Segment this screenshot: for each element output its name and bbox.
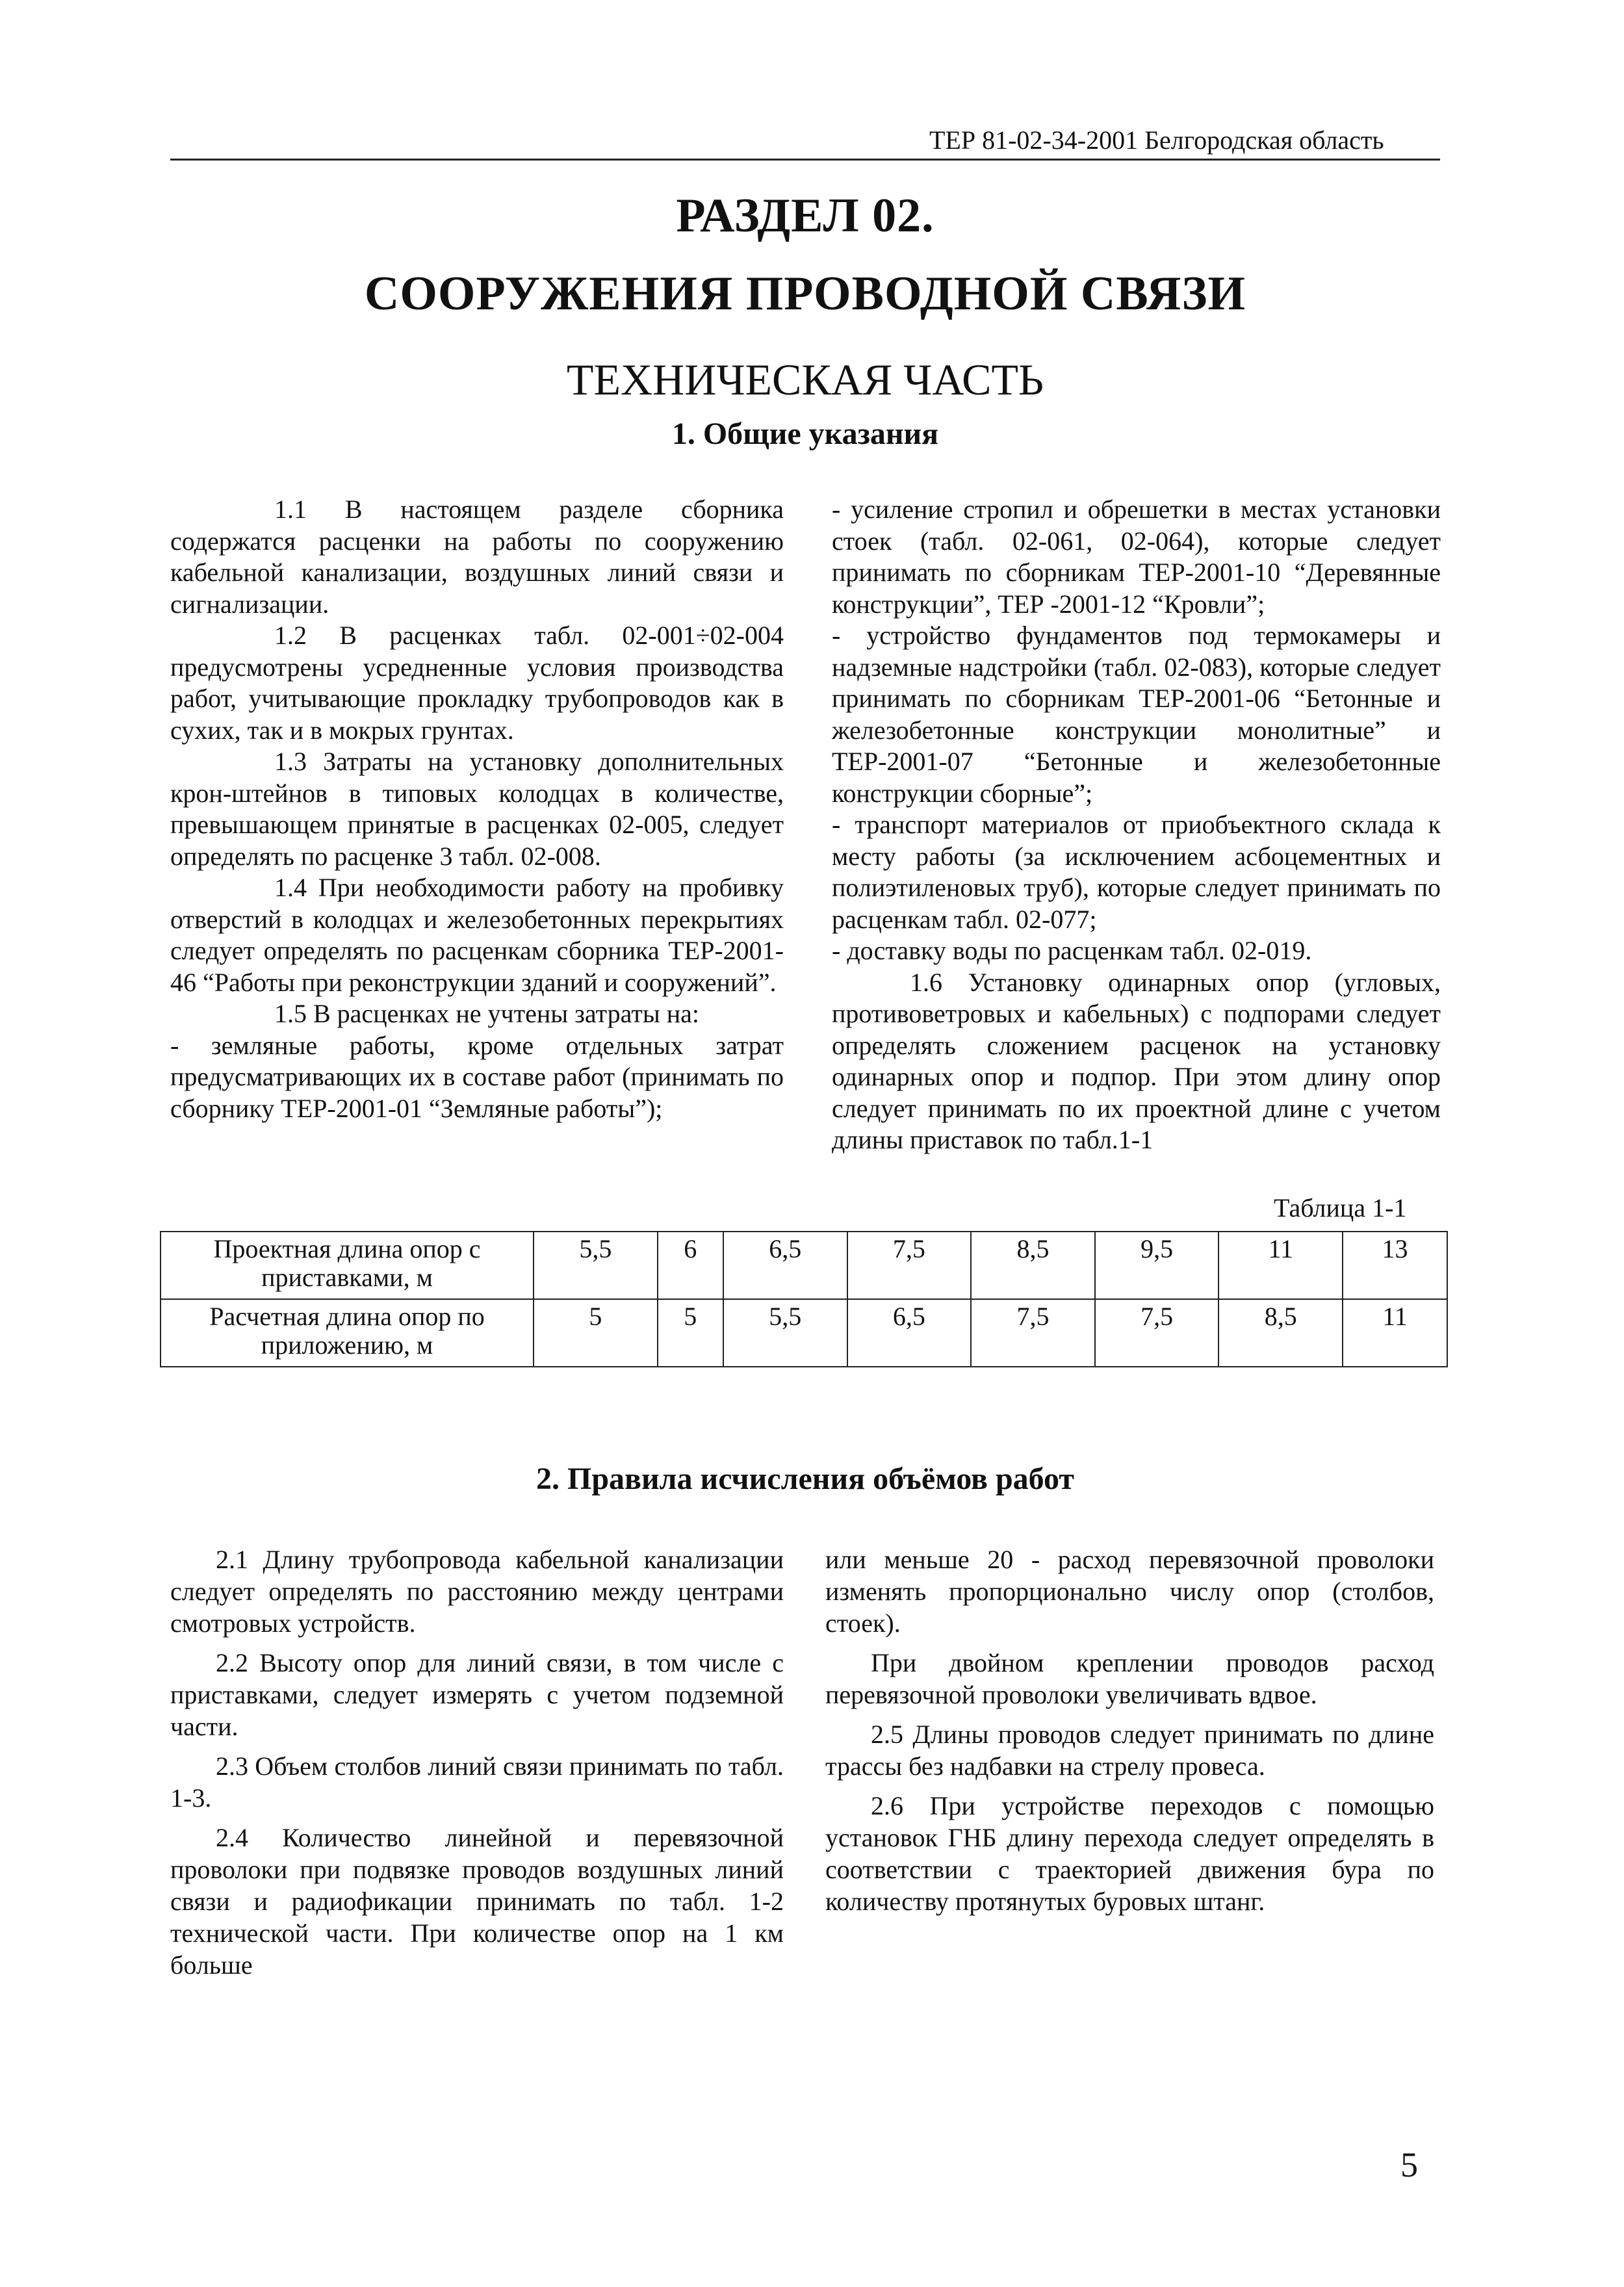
list-item-earthworks: - земляные работы, кроме отдельных затрат предусматривающих их в составе работ (принимать по сборнику ТЕР-2001-01 “Земляные работы”); xyxy=(170,1030,784,1123)
pole-length-table xyxy=(160,1231,1448,1367)
section-heading: РАЗДЕЛ 02. xyxy=(676,189,934,242)
row-label: Проектная длина опор с приставками, м xyxy=(161,1232,534,1299)
table-cell: 5 xyxy=(658,1299,723,1367)
paragraph-double-fastening: При двойном креплении проводов расход перевязочной проволоки увеличивать вдвое. xyxy=(825,1648,1434,1709)
subsection-heading-volume-rules: 2. Правила исчисления объёмов работ xyxy=(536,1462,1074,1496)
paragraph-1-1: 1.1 В настоящем разделе сборника содержатся расценки на работы по сооружению кабельной канализации, воздушных линий связи и сигнализации. xyxy=(170,495,784,619)
list-item-water: - доставку воды по расценкам табл. 02-019. xyxy=(832,936,1312,965)
rules-column-right xyxy=(825,1544,1434,1925)
table-caption: Таблица 1-1 xyxy=(1274,1193,1407,1222)
paragraph-1-5: 1.5 В расценках не учтены затраты на: xyxy=(274,999,699,1028)
list-item-transport: - транспорт материалов от приобъектного склада к месту работы (за исключением асбоцементных и полиэтиленовых труб), которые следует принимать по расценкам табл. 02-077; xyxy=(832,810,1441,934)
table-cell: 13 xyxy=(1343,1232,1447,1299)
table-row xyxy=(161,1232,1447,1299)
paragraph-2-4: 2.4 Количество линейной и перевязочной проволоки при подвязке проводов воздушных линий связи и радиофикации принимать по табл. 1-2 технической части. При количестве опор на 1 км больше xyxy=(170,1823,784,1980)
paragraph-2-1: 2.1 Длину трубопровода кабельной канализации следует определять по расстоянию между центрами смотровых устройств. xyxy=(170,1545,784,1638)
paragraph-1-6: 1.6 Установку одинарных опор (угловых, противоветровых и кабельных) с подпорами следует определять сложением расценок на установку одинарных опор и подпор. При этом длину опор следует принимать по их проектной длине с учетом длины приставок по табл.1-1 xyxy=(832,967,1441,1154)
paragraph-2-6: 2.6 При устройстве переходов с помощью установок ГНБ длину перехода следует определять в соответствии с траекторией движения бура по количеству протянутых буровых штанг. xyxy=(825,1791,1434,1916)
table-cell: 8,5 xyxy=(971,1232,1095,1299)
paragraph-1-4: 1.4 При необходимости работу на пробивку отверстий в колодцах и железобетонных перекрытиях следует определять по расценкам сборника ТЕР-2001-46 “Работы при реконструкции зданий и сооружений”. xyxy=(170,873,784,997)
table-cell: 11 xyxy=(1218,1232,1343,1299)
table-cell: 6 xyxy=(658,1232,723,1299)
general-column-right xyxy=(832,494,1441,1156)
table-cell: 7,5 xyxy=(971,1299,1095,1367)
paragraph-1-3: 1.3 Затраты на установку дополнительных крон-штейнов в типовых колодцах в количестве, превышающем принятые в расценках 02-005, следует определять по расценке 3 табл. 02-008. xyxy=(170,747,784,871)
table-cell: 7,5 xyxy=(847,1232,972,1299)
table-cell: 6,5 xyxy=(723,1232,847,1299)
header-rule xyxy=(170,159,1440,161)
rules-column-left xyxy=(170,1544,784,1989)
section-title: СООРУЖЕНИЯ ПРОВОДНОЙ СВЯЗИ xyxy=(364,267,1246,320)
row-label: Расчетная длина опор по приложению, м xyxy=(161,1299,534,1367)
table-cell: 11 xyxy=(1343,1299,1447,1367)
list-item-rafters: - усиление стропил и обрешетки в местах установки стоек (табл. 02-061, 02-064), которые следует принимать по сборникам ТЕР-2001-10 “Деревянные конструкции”, ТЕР -2001-12 “Кровли”; xyxy=(832,495,1441,619)
table-cell: 9,5 xyxy=(1095,1232,1219,1299)
table-cell: 5,5 xyxy=(723,1299,847,1367)
table-row xyxy=(161,1299,1447,1367)
paragraph-2-4-continued: или меньше 20 - расход перевязочной проволоки изменять пропорционально числу опор (столбов, стоек). xyxy=(825,1545,1434,1638)
table-cell: 5,5 xyxy=(534,1232,658,1299)
paragraph-2-2: 2.2 Высоту опор для линий связи, в том числе с приставками, следует измерять с учетом подземной части. xyxy=(170,1648,784,1741)
table-cell: 6,5 xyxy=(847,1299,972,1367)
general-column-left xyxy=(170,494,784,1124)
part-title: ТЕХНИЧЕСКАЯ ЧАСТЬ xyxy=(566,355,1044,404)
table-cell: 5 xyxy=(534,1299,658,1367)
paragraph-1-2: 1.2 В расценках табл. 02-001÷02-004 предусмотрены усредненные условия производства работ, учитывающие прокладку трубопроводов как в сухих, так и в мокрых грунтах. xyxy=(170,621,784,745)
running-header: ТЕР 81-02-34-2001 Белгородская область xyxy=(929,125,1384,155)
paragraph-2-5: 2.5 Длины проводов следует принимать по длине трассы без надбавки на стрелу провеса. xyxy=(825,1720,1434,1781)
paragraph-2-3: 2.3 Объем столбов линий связи принимать по табл. 1-3. xyxy=(170,1751,784,1813)
table-cell: 7,5 xyxy=(1095,1299,1219,1367)
page-number: 5 xyxy=(1400,2145,1418,2184)
list-item-foundations: - устройство фундаментов под термокамеры и надземные надстройки (табл. 02-083), которые следует принимать по сборникам ТЕР-2001-06 “Бетонные и железобетонные конструкции монолитные” и ТЕР-2001-07 “Бетонные и железобетонные конструкции сборные”; xyxy=(832,621,1441,808)
table-cell: 8,5 xyxy=(1218,1299,1343,1367)
subsection-heading-general: 1. Общие указания xyxy=(671,417,939,451)
